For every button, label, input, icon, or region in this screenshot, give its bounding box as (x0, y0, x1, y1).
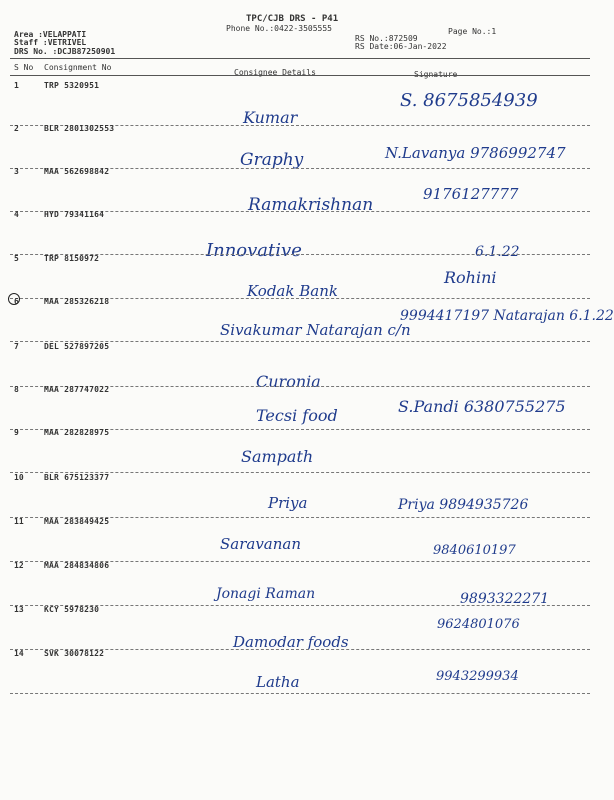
signature: 9943299934 (436, 669, 519, 684)
col-consignee-details: Consignee Details (234, 68, 316, 77)
consignment-number: MAA 282828975 (44, 428, 110, 437)
consignee-name: Kodak Bank (247, 282, 338, 300)
consignment-number: MAA 285326218 (44, 297, 110, 306)
row-serial-number: 10 (14, 473, 24, 482)
consignee-name: Innovative (206, 240, 302, 261)
row-serial-number: 11 (14, 517, 24, 526)
signature: 9176127777 (423, 185, 519, 203)
document-title: TPC/CJB DRS - P41 (246, 14, 339, 24)
table-row (0, 254, 600, 300)
consignee-name: Jonagi Raman (216, 586, 316, 602)
signature: 9840610197 (433, 543, 516, 558)
col-consignment: Consignment No (44, 63, 112, 72)
col-signature: Signature (414, 70, 458, 79)
row-serial-number: 4 (14, 210, 19, 219)
consignment-number: KCY 5978230 (44, 605, 100, 614)
rs-number: RS No.:872509 (355, 34, 418, 43)
consignment-number: MAA 284834806 (44, 561, 110, 570)
consignment-number: BLR 675123377 (44, 473, 110, 482)
consignment-number: SVK 30078122 (44, 649, 105, 658)
signature: N.Lavanya 9786992747 (385, 144, 566, 162)
table-row (0, 517, 600, 563)
row-serial-number: 2 (14, 124, 19, 133)
staff-label: Staff :VETRIVEL (14, 38, 87, 47)
table-row (0, 385, 600, 431)
page-number: Page No.:1 (448, 27, 497, 36)
row-serial-number: 6 (14, 297, 19, 306)
drs-number: DRS No. :DCJB87250901 (14, 47, 116, 56)
consignee-name: Sivakumar Natarajan c/n (220, 321, 411, 339)
consignment-number: TRP 8150972 (44, 254, 100, 263)
table-row (0, 81, 600, 127)
signature: 9994417197 Natarajan 6.1.22 (400, 308, 614, 324)
signature: 6.1.22 (475, 244, 520, 260)
column-header-divider (10, 75, 590, 76)
table-row (0, 561, 600, 607)
signature: 9624801076 (437, 617, 520, 632)
signature: Priya 9894935726 (398, 497, 529, 513)
consignee-name: Graphy (240, 150, 304, 170)
table-row (0, 605, 600, 651)
signature: 9893322271 (460, 591, 550, 607)
consignee-name: Kumar (243, 108, 298, 127)
consignee-name: Priya (268, 494, 308, 512)
consignment-number: TRP 5320951 (44, 81, 100, 90)
consignment-number: MAA 287747022 (44, 385, 110, 394)
row-serial-number: 8 (14, 385, 19, 394)
row-serial-number: 7 (14, 342, 19, 351)
row-serial-number: 5 (14, 254, 19, 263)
consignee-name: Latha (256, 673, 300, 691)
table-row (0, 167, 600, 213)
col-sno: S No (14, 63, 34, 72)
circle-mark-icon (8, 293, 20, 305)
consignment-number: MAA 283849425 (44, 517, 110, 526)
consignment-number: HYD 79341164 (44, 210, 105, 219)
table-row (0, 428, 600, 474)
rs-date: RS Date:06-Jan-2022 (355, 42, 447, 51)
signature: Rohini (444, 268, 497, 287)
table-row (0, 297, 614, 343)
consignee-name: Tecsi food (256, 406, 338, 425)
header-divider (10, 58, 590, 59)
row-serial-number: 12 (14, 561, 24, 570)
consignee-name: Curonia (256, 372, 321, 391)
consignee-name: Sampath (241, 447, 314, 466)
phone-number: Phone No.:0422-3505555 (226, 24, 332, 33)
consignment-number: MAA 562698842 (44, 167, 110, 176)
row-serial-number: 13 (14, 605, 24, 614)
row-divider (10, 693, 590, 694)
row-serial-number: 3 (14, 167, 19, 176)
consignee-name: Damodar foods (233, 633, 349, 651)
consignee-name: Saravanan (220, 535, 302, 553)
table-row (0, 124, 600, 170)
row-serial-number: 14 (14, 649, 24, 658)
signature: S. 8675854939 (400, 90, 538, 111)
area-label: Area :VELAPPATI (14, 30, 87, 39)
table-row (0, 473, 600, 519)
table-row (0, 649, 600, 695)
signature: S.Pandi 6380755275 (398, 397, 566, 416)
row-serial-number: 1 (14, 81, 19, 90)
consignment-number: DEL 527897205 (44, 342, 110, 351)
row-serial-number: 9 (14, 428, 19, 437)
consignment-number: BLR 2801302553 (44, 124, 115, 133)
consignee-name: Ramakrishnan (248, 195, 374, 215)
